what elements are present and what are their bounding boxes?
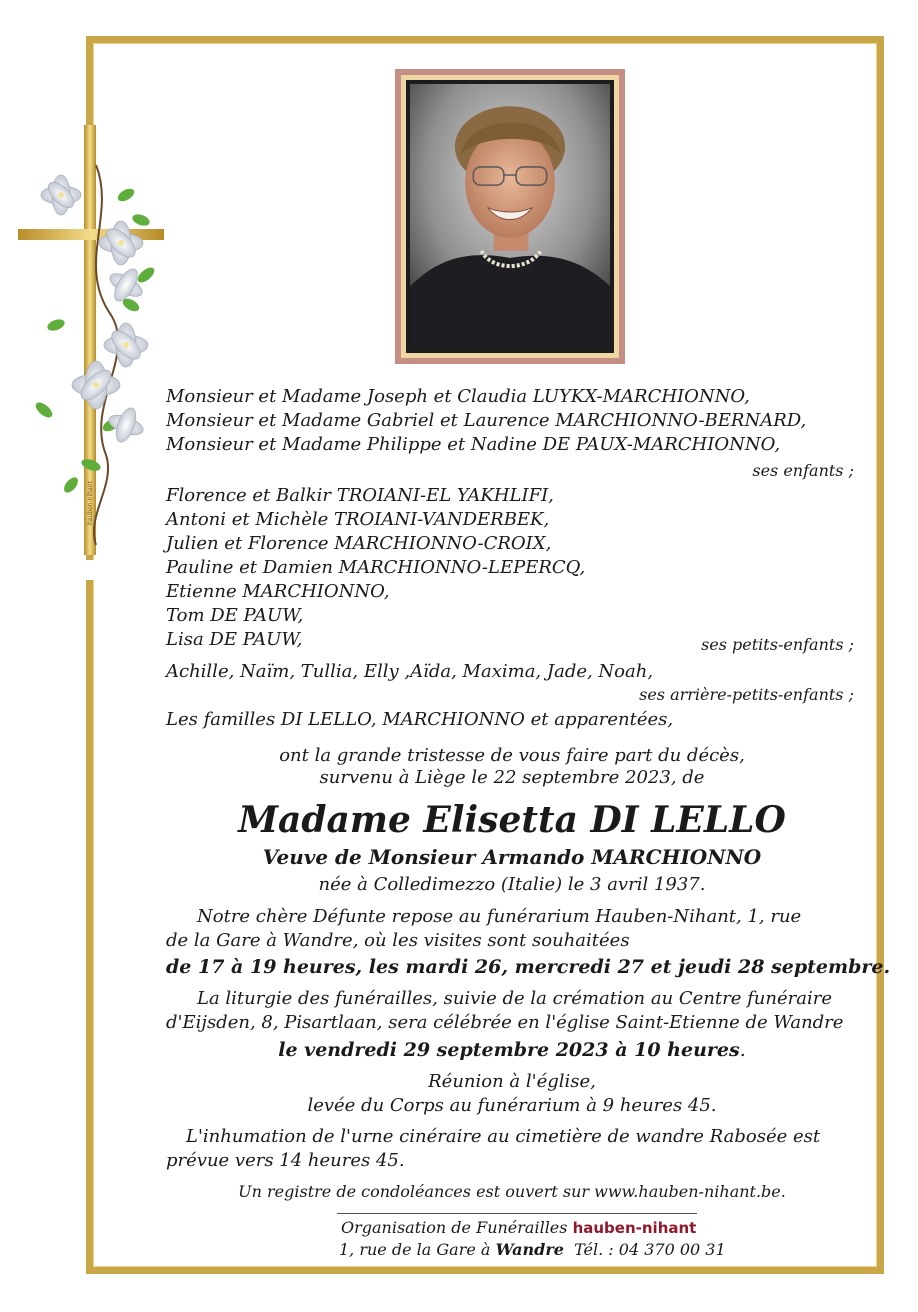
footer-org-line xyxy=(341,1217,696,1239)
burial-line-2: prévue vers 14 heures 45. xyxy=(166,1150,405,1171)
liturgy-line-1: La liturgie des funérailles, suivie de la crémation au Centre funéraire xyxy=(197,988,832,1009)
great-grandchildren-label: ses arrière-petits-enfants ; xyxy=(639,685,854,704)
burial-line-1: L'inhumation de l'urne cinéraire au cimetière de wandre Rabosée est xyxy=(186,1126,821,1147)
children-label: ses enfants ; xyxy=(752,461,854,480)
child-line: Monsieur et Madame Gabriel et Laurence MARCHIONNO-BERNARD, xyxy=(166,410,807,431)
meeting-line-2: levée du Corps au funérarium à 9 heures 45. xyxy=(307,1095,717,1116)
portrait-photo xyxy=(410,84,610,349)
footer-org: Organisation de Funérailles xyxy=(341,1218,568,1237)
footer-city: Wandre xyxy=(495,1240,564,1259)
registry-line: Un registre de condoléances est ouvert sur www.hauben-nihant.be. xyxy=(238,1182,786,1201)
child-line: Monsieur et Madame Philippe et Nadine DE PAUX-MARCHIONNO, xyxy=(166,434,781,455)
meeting-line-1: Réunion à l'église, xyxy=(428,1071,596,1092)
grandchild-line: Florence et Balkir TROIANI-EL YAKHLIFI, xyxy=(166,485,554,506)
visit-line-1: Notre chère Défunte repose au funérarium Hauben-Nihant, 1, rue xyxy=(197,906,802,927)
great-grandchildren-line: Achille, Naïm, Tullia, Elly ,Aïda, Maxima, Jade, Noah, xyxy=(166,661,654,682)
grandchild-line: Tom DE PAUW, xyxy=(166,605,304,626)
families-line: Les familles DI LELLO, MARCHIONNO et apparentées, xyxy=(166,709,674,730)
watermark-text: hauben-nihant xyxy=(87,481,94,525)
liturgy-date: le vendredi 29 septembre 2023 à 10 heures xyxy=(278,1039,740,1061)
grandchild-line: Pauline et Damien MARCHIONNO-LEPERCQ, xyxy=(166,557,586,578)
widow-line: Veuve de Monsieur Armando MARCHIONNO xyxy=(262,845,762,869)
grandchild-line: Lisa DE PAUW, xyxy=(166,629,303,650)
footer-phone: Tél. : 04 370 00 31 xyxy=(574,1240,726,1259)
grandchild-line: Etienne MARCHIONNO, xyxy=(166,581,390,602)
visit-line-2: de la Gare à Wandre, où les visites sont souhaitées xyxy=(166,930,630,951)
brand-logo: hauben-nihant xyxy=(572,1219,697,1237)
visit-hours: de 17 à 19 heures, les mardi 26, mercredi 27 et jeudi 28 septembre. xyxy=(166,956,891,978)
grandchild-line: Antoni et Michèle TROIANI-VANDERBEK, xyxy=(166,509,550,530)
grandchild-line: Julien et Florence MARCHIONNO-CROIX, xyxy=(166,533,552,554)
liturgy-date-end: . xyxy=(739,1039,746,1061)
deceased-name: Madame Elisetta DI LELLO xyxy=(238,799,786,841)
announce-line-2: survenu à Liège le 22 septembre 2023, de xyxy=(319,767,705,788)
cross-with-flowers-icon xyxy=(16,125,166,555)
footer-divider xyxy=(337,1213,697,1214)
announce-line-1: ont la grande tristesse de vous faire part du décès, xyxy=(279,745,745,766)
child-line: Monsieur et Madame Joseph et Claudia LUYKX-MARCHIONNO, xyxy=(166,386,750,407)
liturgy-line-2: d'Eijsden, 8, Pisartlaan, sera célébrée en l'église Saint-Etienne de Wandre xyxy=(166,1012,844,1033)
grandchildren-label: ses petits-enfants ; xyxy=(701,635,854,654)
liturgy-date-line xyxy=(0,1039,918,1061)
frame-gap xyxy=(82,560,98,580)
footer-address-line xyxy=(339,1239,726,1261)
birth-line: née à Colledimezzo (Italie) le 3 avril 1937. xyxy=(318,874,706,895)
footer-address: 1, rue de la Gare à xyxy=(339,1240,491,1259)
photo-frame xyxy=(395,69,625,364)
